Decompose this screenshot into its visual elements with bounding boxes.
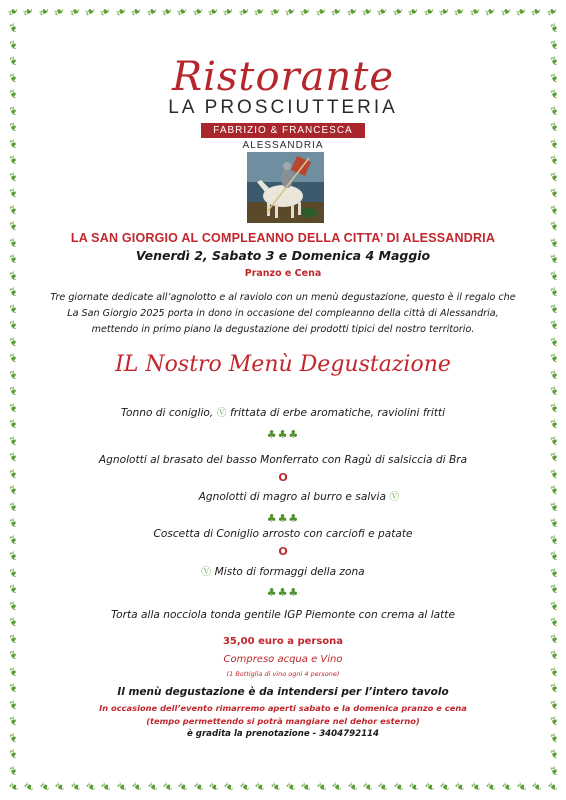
booking-note: è gradita la prenotazione - 3404792114	[186, 729, 380, 739]
leaf-border-icon: ❧	[544, 713, 563, 730]
or-separator: O	[278, 545, 288, 558]
leaf-border-icon: ❧	[112, 778, 130, 797]
leaf-border-icon: ❧	[189, 778, 207, 797]
leaf-border-icon: ❧	[420, 3, 438, 22]
course-2-option-1: Agnolotti al brasato del basso Monferrato con Ragù di salsiccia di Bra	[98, 454, 468, 466]
leaf-border-icon: ❧	[3, 36, 22, 54]
leaf-border-icon: ❧	[544, 663, 563, 681]
saint-george-painting	[247, 152, 324, 223]
leaf-border-icon: ❧	[3, 185, 22, 202]
leaf-border-bottom	[4, 778, 561, 797]
intro-line: La San Giorgio 2025 porta in dono in occasione del compleanno della città di Alessandria,	[67, 308, 499, 319]
leaf-border-icon: ❧	[158, 778, 176, 797]
leaf-border-icon: ❧	[3, 465, 22, 483]
event-dates: Venerdì 2, Sabato 3 e Domenica 4 Maggio	[135, 248, 431, 263]
leaf-border-icon: ❧	[128, 778, 146, 797]
leaf-border-icon: ❧	[482, 778, 500, 797]
leaf-border-icon: ❧	[3, 762, 22, 780]
leaf-border-icon: ❧	[544, 383, 563, 400]
leaf-border-icon: ❧	[420, 778, 438, 797]
leaf-border-icon: ❧	[3, 630, 22, 648]
leaf-border-icon: ❧	[544, 614, 563, 631]
leaf-border-icon: ❧	[544, 185, 563, 202]
leaf-border-icon: ❧	[97, 3, 115, 22]
leaf-border-icon: ❧	[174, 778, 192, 797]
leaf-border-icon: ❧	[482, 3, 500, 22]
leaf-border-icon: ❧	[343, 778, 361, 797]
leaf-border-icon: ❧	[4, 778, 22, 797]
leaf-border-icon: ❧	[544, 399, 563, 417]
leaf-border-icon: ❧	[3, 251, 22, 268]
leaf-border-icon: ❧	[251, 3, 269, 22]
leaf-border-icon: ❧	[528, 3, 546, 22]
leaf-border-icon: ❧	[512, 3, 530, 22]
leaf-border-icon: ❧	[544, 234, 563, 252]
course-3-option-2	[0, 563, 566, 578]
clover-separator-icon: ♣♣♣	[266, 586, 300, 599]
leaf-border-icon: ❧	[35, 3, 53, 22]
leaf-border-icon: ❧	[3, 696, 22, 714]
leaf-border-icon: ❧	[51, 3, 69, 22]
course-2-option-2-text: Agnolotti di magro al burro e salvia	[198, 491, 390, 503]
leaf-border-icon: ❧	[544, 729, 563, 747]
leaf-border-icon: ❧	[220, 3, 238, 22]
event-intro	[0, 290, 566, 338]
leaf-border-icon: ❧	[544, 53, 563, 70]
leaf-border-icon: ❧	[3, 20, 22, 37]
leaf-border-icon: ❧	[3, 234, 22, 252]
leaf-border-icon: ❧	[512, 778, 530, 797]
leaf-border-icon: ❧	[544, 498, 563, 516]
leaf-border-icon: ❧	[466, 3, 484, 22]
weather-note: (tempo permettendo si potrà mangiare nel dehor esterno)	[146, 716, 420, 726]
leaf-border-icon: ❧	[189, 3, 207, 22]
leaf-border-icon: ❧	[3, 366, 22, 384]
leaf-border-icon: ❧	[544, 168, 563, 186]
leaf-border-icon: ❧	[3, 152, 22, 169]
leaf-border-icon: ❧	[143, 3, 161, 22]
leaf-border-icon: ❧	[497, 778, 515, 797]
leaf-border-icon: ❧	[3, 284, 22, 301]
leaf-border-icon: ❧	[128, 3, 146, 22]
leaf-border-icon: ❧	[35, 778, 53, 797]
leaf-border-icon: ❧	[3, 597, 22, 615]
leaf-border-icon: ❧	[3, 614, 22, 631]
logo-city-text: ALESSANDRIA	[242, 140, 324, 151]
leaf-border-icon: ❧	[544, 86, 563, 103]
leaf-border-icon: ❧	[544, 564, 563, 582]
leaf-border-icon: ❧	[205, 3, 223, 22]
leaf-border-icon: ❧	[544, 647, 563, 664]
leaf-border-icon: ❧	[435, 3, 453, 22]
leaf-border-icon: ❧	[544, 366, 563, 384]
logo-band-text: FABRIZIO & FRANCESCA	[201, 123, 364, 138]
leaf-border-icon: ❧	[3, 432, 22, 450]
leaf-border-icon: ❧	[544, 432, 563, 450]
leaf-border-icon: ❧	[3, 333, 22, 351]
leaf-border-icon: ❧	[358, 3, 376, 22]
menu-title: IL Nostro Menù Degustazione	[115, 352, 451, 377]
leaf-border-icon: ❧	[3, 663, 22, 681]
leaf-border-icon: ❧	[3, 713, 22, 730]
leaf-border-icon: ❧	[282, 3, 299, 22]
leaf-border-icon: ❧	[81, 3, 99, 22]
course-2-option-2	[16, 488, 566, 503]
leaf-border-icon: ❧	[3, 86, 22, 103]
course-3-option-1: Coscetta di Coniglio arrosto con carciofi e patate	[153, 528, 413, 540]
leaf-border-icon: ❧	[81, 778, 99, 797]
leaf-border-icon: ❧	[544, 449, 563, 466]
leaf-border-icon: ❧	[328, 778, 346, 797]
logo-script-text: Ristorante	[171, 54, 395, 100]
event-title: LA SAN GIORGIO AL COMPLEANNO DELLA CITTA’ DI ALESSANDRIA	[70, 231, 496, 245]
leaf-border-icon: ❧	[3, 449, 22, 466]
course-1-text-b: frittata di erbe aromatiche, raviolini fritti	[226, 407, 446, 419]
leaf-border-icon: ❧	[3, 135, 22, 153]
leaf-border-icon: ❧	[544, 119, 563, 136]
leaf-border-icon: ❧	[205, 778, 223, 797]
leaf-border-icon: ❧	[3, 218, 22, 235]
leaf-border-icon: ❧	[174, 3, 192, 22]
logo-name-text: LA PROSCIUTTERIA	[168, 97, 398, 118]
bottle-note: (1 Bottiglia di vino ogni 4 persone)	[226, 670, 340, 678]
leaf-border-icon: ❧	[405, 778, 423, 797]
leaf-border-icon: ❧	[3, 102, 22, 120]
leaf-border-icon: ❧	[544, 465, 563, 483]
leaf-border-icon: ❧	[3, 119, 22, 136]
leaf-border-icon: ❧	[112, 3, 130, 22]
leaf-border-icon: ❧	[544, 251, 563, 268]
leaf-border-icon: ❧	[544, 746, 563, 763]
leaf-border-icon: ❧	[20, 778, 38, 797]
leaf-border-icon: ❧	[3, 383, 22, 400]
leaf-border-icon: ❧	[3, 350, 22, 367]
leaf-border-icon: ❧	[544, 680, 563, 697]
vegetarian-icon: Ⓥ	[389, 492, 400, 503]
open-days-note: In occasione dell’evento rimarremo aperti sabato e la domenica pranzo e cena	[99, 703, 467, 713]
leaf-border-icon: ❧	[3, 581, 22, 598]
leaf-border-icon: ❧	[544, 135, 563, 153]
clover-separator-icon: ♣♣♣	[266, 512, 300, 525]
leaf-border-icon: ❧	[3, 267, 22, 285]
leaf-border-icon: ❧	[544, 20, 563, 37]
intro-line: mettendo in primo piano la degustazione dei prodotti tipici del nostro territorio.	[91, 324, 475, 335]
leaf-border-icon: ❧	[466, 778, 484, 797]
leaf-border-icon: ❧	[405, 3, 423, 22]
leaf-border-icon: ❧	[358, 778, 376, 797]
leaf-border-icon: ❧	[220, 778, 238, 797]
leaf-border-icon: ❧	[3, 548, 22, 565]
leaf-border-icon: ❧	[544, 630, 563, 648]
leaf-border-icon: ❧	[544, 317, 563, 334]
course-1	[0, 404, 566, 419]
leaf-border-icon: ❧	[251, 778, 269, 797]
leaf-border-icon: ❧	[158, 3, 176, 22]
leaf-border-icon: ❧	[3, 498, 22, 516]
leaf-border-icon: ❧	[544, 102, 563, 120]
leaf-border-icon: ❧	[544, 284, 563, 301]
leaf-border-icon: ❧	[343, 3, 361, 22]
leaf-border-icon: ❧	[297, 778, 315, 797]
leaf-border-icon: ❧	[544, 515, 563, 532]
price: 35,00 euro a persona	[222, 636, 344, 647]
leaf-border-icon: ❧	[235, 3, 253, 22]
leaf-border-icon: ❧	[374, 3, 392, 22]
leaf-border-icon: ❧	[544, 597, 563, 615]
leaf-border-icon: ❧	[3, 746, 22, 763]
leaf-border-icon: ❧	[266, 3, 284, 22]
leaf-border-icon: ❧	[451, 778, 469, 797]
vegetarian-icon: Ⓥ	[216, 408, 227, 419]
leaf-border-icon: ❧	[3, 300, 22, 318]
leaf-border-icon: ❧	[389, 3, 407, 22]
leaf-border-icon: ❧	[312, 3, 330, 22]
leaf-border-icon: ❧	[544, 696, 563, 714]
included-drinks: Compreso acqua e Vino	[223, 654, 343, 665]
leaf-border-icon: ❧	[297, 3, 315, 22]
leaf-border-icon: ❧	[451, 3, 469, 22]
leaf-border-icon: ❧	[435, 778, 453, 797]
leaf-border-icon: ❧	[3, 416, 22, 433]
leaf-border-icon: ❧	[544, 152, 563, 169]
dessert: Torta alla nocciola tonda gentile IGP Piemonte con crema al latte	[111, 609, 455, 621]
vegetarian-icon: Ⓥ	[201, 567, 212, 578]
course-3-option-2-text: Misto di formaggi della zona	[211, 566, 365, 578]
leaf-border-icon: ❧	[3, 515, 22, 532]
leaf-border-icon: ❧	[544, 548, 563, 565]
leaf-border-icon: ❧	[20, 3, 38, 22]
leaf-border-icon: ❧	[3, 53, 22, 70]
leaf-border-icon: ❧	[3, 317, 22, 334]
leaf-border-icon: ❧	[66, 3, 84, 22]
leaf-border-icon: ❧	[3, 564, 22, 582]
leaf-border-icon: ❧	[544, 201, 563, 219]
leaf-border-icon: ❧	[3, 201, 22, 219]
full-table-note: Il menù degustazione è da intendersi per l’intero tavolo	[117, 686, 449, 698]
leaf-border-icon: ❧	[66, 778, 84, 797]
leaf-border-icon: ❧	[282, 778, 299, 797]
leaf-border-icon: ❧	[544, 36, 563, 54]
or-separator: O	[278, 471, 288, 484]
leaf-border-icon: ❧	[544, 333, 563, 351]
leaf-border-icon: ❧	[328, 3, 346, 22]
leaf-border-icon: ❧	[374, 778, 392, 797]
leaf-border-icon: ❧	[544, 300, 563, 318]
leaf-border-icon: ❧	[4, 3, 22, 22]
leaf-border-icon: ❧	[312, 778, 330, 797]
leaf-border-icon: ❧	[544, 69, 563, 87]
leaf-border-icon: ❧	[3, 168, 22, 186]
leaf-border-icon: ❧	[528, 778, 546, 797]
leaf-border-icon: ❧	[235, 778, 253, 797]
leaf-border-icon: ❧	[543, 3, 561, 22]
leaf-border-icon: ❧	[544, 482, 563, 499]
leaf-border-icon: ❧	[266, 778, 284, 797]
leaf-border-icon: ❧	[544, 762, 563, 780]
leaf-border-icon: ❧	[3, 69, 22, 87]
leaf-border-icon: ❧	[544, 218, 563, 235]
leaf-border-icon: ❧	[544, 350, 563, 367]
leaf-border-icon: ❧	[544, 416, 563, 433]
intro-line: Tre giornate dedicate all’agnolotto e al raviolo con un menù degustazione, questo è il regalo che	[50, 292, 516, 303]
leaf-border-icon: ❧	[3, 531, 22, 549]
leaf-border-icon: ❧	[544, 267, 563, 285]
leaf-border-icon: ❧	[3, 399, 22, 417]
leaf-border-icon: ❧	[3, 647, 22, 664]
restaurant-logo	[0, 53, 566, 151]
leaf-border-icon: ❧	[543, 778, 561, 797]
leaf-border-icon: ❧	[497, 3, 515, 22]
leaf-border-icon: ❧	[143, 778, 161, 797]
leaf-border-icon: ❧	[3, 680, 22, 697]
leaf-border-icon: ❧	[389, 778, 407, 797]
leaf-border-icon: ❧	[544, 531, 563, 549]
leaf-border-icon: ❧	[3, 729, 22, 747]
leaf-border-icon: ❧	[544, 581, 563, 598]
leaf-border-icon: ❧	[3, 482, 22, 499]
leaf-border-top	[4, 3, 561, 22]
course-1-text-a: Tonno di coniglio,	[120, 407, 217, 419]
leaf-border-icon: ❧	[97, 778, 115, 797]
clover-separator-icon: ♣♣♣	[266, 428, 300, 441]
leaf-border-icon: ❧	[51, 778, 69, 797]
event-service: Pranzo e Cena	[244, 268, 322, 279]
